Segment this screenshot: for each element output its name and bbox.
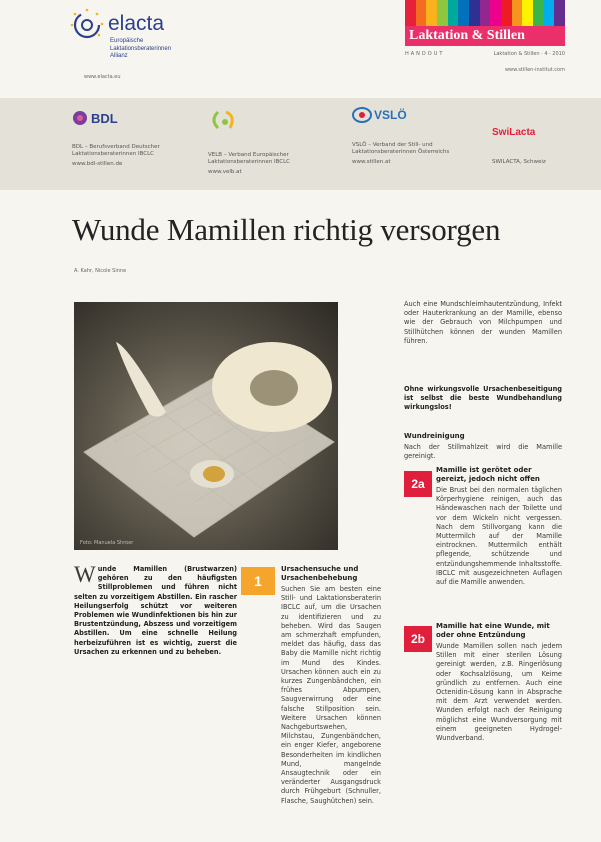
brand-stripe (469, 0, 480, 26)
intro-text: unde Mamillen (Brustwarzen) gehören zu den häufigsten Stillproblemen und führen nicht selten zu vorzeitigem Abstillen. Ein rascher Heilungserfolg schützt vor weiteren Problemen wie Wundinfektionen bis hin zur Brustentzündung, Abszess und vorzeitigem Abstillen. Um eine schnelle Heilung herbeizuführen ist es wichtig, zuerst die Ursachen zu erkennen und zu beheben. (74, 565, 237, 656)
velb-url[interactable]: www.velb.at (208, 169, 242, 175)
section-2a-heading: Mamille ist gerötet oder gereizt, jedoch nicht offen (436, 466, 540, 483)
section-2a-number: 2a (404, 471, 432, 497)
brand-handout: HANDOUT (405, 51, 445, 57)
section-2b-number: 2b (404, 626, 432, 652)
section-2b-text: Wunde Mamillen sollen nach jedem Stillen mit einer sterilen Lösung gereinigt werden, z.B. Ringerlösung oder Kochsalzlösung, um Keime gründlich zu entfernen. Auch eine Octenidin-Lösung kann in Absprache mit dem Arzt verwendet werden. Wunden erfolgt nach der Reinigung möglichst eine Wundversorgung mit einem geeigneten Hydrogel-Wundverband. (436, 642, 562, 743)
elacta-wordmark: elacta (108, 12, 165, 35)
swilacta-logo-text: SwiLacta (492, 127, 536, 138)
section-1-text: Suchen Sie am besten eine Still- und Laktationsberaterin IBCLC auf, um die Ursachen zu identifizieren und zu beheben. Wird das Saugen am schmerzhaft empfunden, meldet das häufig, dass das Baby die Mamille nicht richtig im Mund des Kindes. Ursachen können auch ein zu kurzes Zungenbändchen, ein frühes Abpumpen, Saugverwirrung oder eine falsche Stillposition sein. Weitere Ursachen können Nachgeburtswehen, Milchstau, Zungenbändchen, ein enger Kiefer, angeborene Besonderheiten im kindlichen Mund, mangelnde Ansaugtechnik oder ein veränderter Ausgangsdruck durch Frühgeburt (Schnuller, Flasche, Saughütchen) sein. (281, 585, 381, 805)
brand-stripe (554, 0, 565, 26)
right-bold-statement: Ohne wirkungsvolle Ursachenbeseitigung ist selbst die beste Wundbehandlung wirkungslos! (404, 385, 562, 412)
vslo-logo-icon (352, 106, 372, 124)
brand-stripe (405, 0, 416, 26)
brand-block (405, 0, 565, 73)
article-photo (74, 302, 338, 550)
elacta-logo (70, 8, 200, 78)
right-intro: Auch eine Mundschleimhautentzündung, Infekt oder Hauterkrankung an der Mamille, ebenso wie der Gebrauch von Milchpumpen und Stillhütchen können der wunden Mamillen führen. (404, 300, 562, 345)
brand-stripe (544, 0, 555, 26)
brand-stripe (533, 0, 544, 26)
wundreinigung-text: Nach der Stillmahlzeit wird die Mamille gereinigt. (404, 443, 562, 461)
partner-velb (208, 106, 338, 176)
bdl-desc: BDL – Berufsverband Deutscher Laktationsberaterinnen IBCLC (72, 144, 160, 157)
photo-caption: Foto: Manuela Shroer (80, 540, 134, 546)
brand-stripe (426, 0, 437, 26)
elacta-subtitle: Europäische Laktationsberaterinnen Allianz (110, 38, 172, 59)
wundreinigung-heading: Wundreinigung (404, 432, 465, 440)
section-2a-text: Die Brust bei den normalen täglichen Körperhygiene reinigen, auch das Händewaschen nach der Toilette und vor dem Wickeln nicht vergessen. Nach dem Stillvorgang kann die Muttermilch auf der Mamille eintrocknen. Muttermilch enthält pflegende, schützende und entzündungshemmende Inhaltsstoffe. IBCLC mit ausgezeichneten Auflagen auf die Mamille anwenden. (436, 486, 562, 587)
brand-stripe (480, 0, 491, 26)
brand-stripe (501, 0, 512, 26)
section-2b-heading: Mamille hat eine Wunde, mit oder ohne Entzündung (436, 622, 550, 639)
swilacta-desc: SWILACTA, Schweiz (492, 159, 546, 165)
brand-issue: Laktation & Stillen · 4 · 2010 (493, 51, 565, 57)
velb-logo-icon (208, 106, 242, 136)
brand-stripe (458, 0, 469, 26)
bdl-logo-text: BDL (91, 110, 118, 126)
brand-stripes (405, 0, 565, 26)
vslo-url[interactable]: www.stillen.at (352, 159, 391, 165)
section-1-number: 1 (241, 567, 275, 595)
vslo-desc: VSLÖ – Verband der Still- und Laktationsberaterinnen Österreichs (352, 142, 450, 155)
page-title: Wunde Mamillen richtig versorgen (72, 212, 501, 247)
brand-stripe (437, 0, 448, 26)
brand-stripe (448, 0, 459, 26)
brand-stripe (522, 0, 533, 26)
byline: A. Kahr, Nicole Sinne (74, 268, 127, 274)
brand-title: Laktation & Stillen (405, 26, 565, 46)
elacta-swirl-icon (70, 8, 104, 42)
bdl-url[interactable]: www.bdl-stillen.de (72, 161, 123, 167)
velb-desc: VELB – Verband Europäischer Laktationsberaterinnen IBCLC (208, 152, 291, 165)
brand-stripe (490, 0, 501, 26)
partner-vslo (352, 106, 482, 166)
partner-swilacta (492, 120, 582, 166)
partner-bdl (72, 110, 202, 168)
bdl-logo-icon (72, 110, 88, 126)
brand-stripe (512, 0, 523, 26)
photo-illustration (74, 302, 338, 550)
partner-band (0, 98, 601, 190)
section-1-heading: Ursachensuche und Ursachenbehebung (281, 565, 359, 582)
brand-url[interactable]: www.stillen-institut.com (504, 66, 565, 73)
elacta-url[interactable]: www.elacta.eu (84, 74, 121, 80)
intro-paragraph (74, 562, 237, 657)
brand-stripe (416, 0, 427, 26)
intro-dropcap: W (74, 562, 96, 587)
vslo-logo-text: VSLÖ (374, 108, 407, 122)
